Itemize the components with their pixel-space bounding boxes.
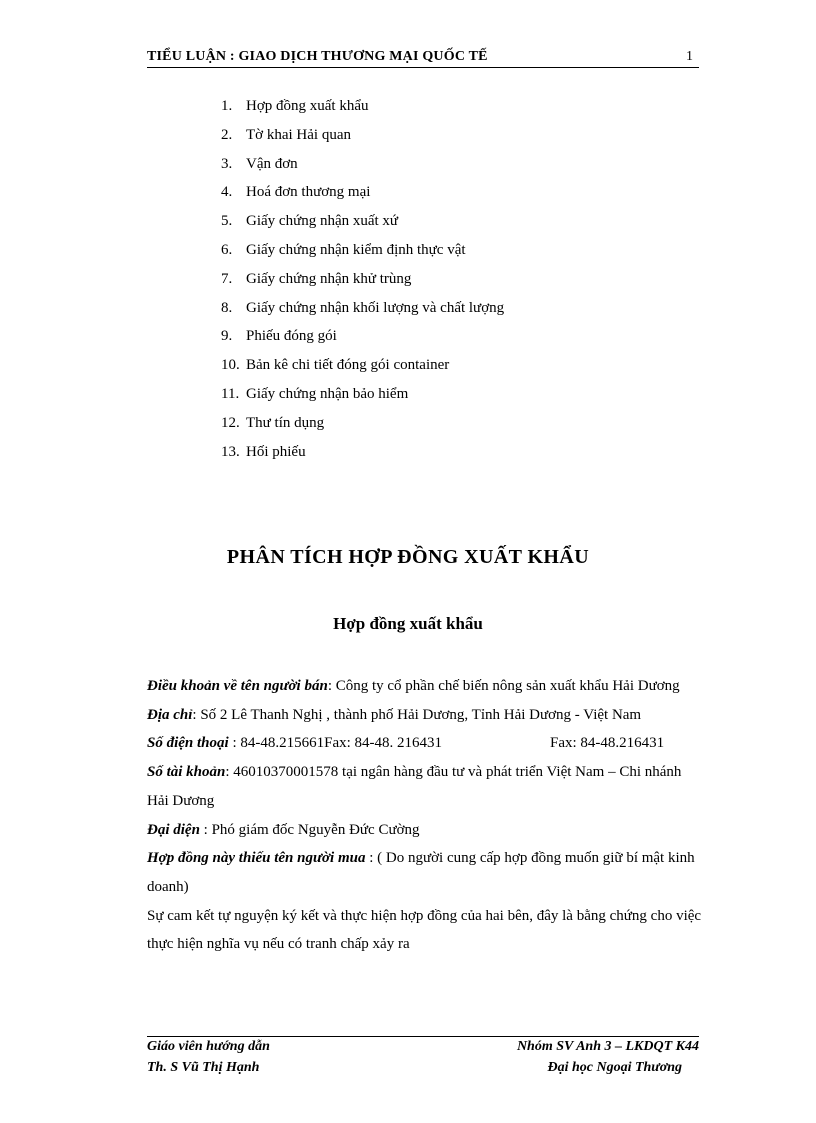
list-item-text: Bản kê chi tiết đóng gói container [246,357,450,374]
footer-row [147,1060,699,1079]
list-item-number: 9. [221,328,233,345]
buyer-value: : ( Do người cung cấp hợp đồng muốn giữ bí mật kinh doanh) [147,850,695,895]
page-number: 1 [686,49,693,64]
list-item [221,211,504,240]
page-header [147,49,699,68]
list-item [221,154,504,183]
list-item-text: Vận đơn [246,155,298,172]
list-item-text: Hối phiếu [246,443,306,460]
list-item-number: 3. [221,155,233,172]
list-item-number: 1. [221,98,233,114]
list-item-text: Giấy chứng nhận kiểm định thực vật [246,241,466,258]
advisor-label: Giáo viên hướng dẫn [147,1039,270,1054]
list-item [221,413,504,442]
seller-value: : Công ty cổ phần chế biến nông sản xuất khẩu Hải Dương [327,678,680,694]
seller-paragraph [147,672,702,701]
list-item-number: 2. [221,126,233,143]
phone-value: : 84-48.215661Fax: 84-48. 216431 [228,735,443,752]
list-item [221,125,504,154]
list-item [221,96,504,125]
representative-label: Đại diện [147,821,200,838]
representative-paragraph [147,816,702,845]
list-item-text: Giấy chứng nhận khử trùng [246,270,412,287]
account-value: : 46010370001578 tại ngân hàng đầu tư và phát triển Việt Nam – Chi nhánh Hải Dương [147,764,682,809]
account-label: Số tài khoản [147,764,226,781]
list-item [221,269,504,298]
seller-label: Điều khoản về tên người bán [147,678,328,694]
contract-details [147,672,702,959]
list-item [221,240,504,269]
buyer-paragraph [147,844,702,901]
commitment-paragraph: Sự cam kết tự nguyện ký kết và thực hiện hợp đồng của hai bên, đây là bằng chứng cho việc thực hiện nghĩa vụ nếu có tranh chấp xảy ra [147,907,702,953]
list-item [221,442,504,471]
section-subtitle: Hợp đồng xuất khẩu [333,614,483,633]
advisor-name: Th. S Vũ Thị Hạnh [147,1060,260,1075]
list-item-text: Giấy chứng nhận xuất xứ [246,213,399,230]
group-label: Nhóm SV Anh 3 – LKDQT K44 [516,1039,699,1054]
list-item-number: 8. [221,299,233,316]
representative-value: : Phó giám đốc Nguyễn Đức Cường [199,821,420,838]
list-item-text: Tờ khai Hải quan [246,126,351,143]
list-item-number: 11. [221,385,240,402]
list-item-text: Giấy chứng nhận bảo hiểm [246,385,409,402]
list-item [221,384,504,413]
list-item [221,355,504,384]
list-item-number: 7. [221,270,233,287]
list-item-number: 5. [221,213,233,230]
list-item-text: Phiếu đóng gói [246,328,337,345]
list-item-text: Thư tín dụng [246,414,325,431]
list-item-text: Giấy chứng nhận khối lượng và chất lượng [246,299,505,316]
list-item [221,182,504,211]
phone-paragraph [147,729,702,758]
phone-label: Số điện thoại [147,735,229,752]
list-item-text: Hoá đơn thương mại [246,184,371,201]
university-name: Đại học Ngoại Thương [547,1060,682,1075]
header-title: TIỂU LUẬN : GIAO DỊCH THƯƠNG MẠI QUỐC TẾ [147,49,488,64]
address-value: : Số 2 Lê Thanh Nghị , thành phố Hải Dương, Tỉnh Hải Dương - Việt Nam [192,706,642,723]
account-paragraph [147,758,702,815]
list-item [221,298,504,327]
list-item-number: 12. [221,414,240,431]
list-item-number: 6. [221,241,233,258]
fax-value: Fax: 84-48.216431 [550,735,665,752]
list-item [221,326,504,355]
list-item-number: 10. [221,357,240,374]
list-item-text: Hợp đồng xuất khẩu [246,98,369,114]
address-label: Địa chỉ [147,706,193,723]
address-paragraph [147,701,702,730]
footer-row [147,1039,699,1058]
page-footer [147,1036,699,1079]
list-item-number: 13. [221,443,240,460]
section-title: PHÂN TÍCH HỢP ĐỒNG XUẤT KHẨU [226,546,590,568]
list-item-number: 4. [221,184,233,201]
buyer-label: Hợp đồng này thiếu tên người mua [147,850,366,867]
documents-list [221,96,504,470]
